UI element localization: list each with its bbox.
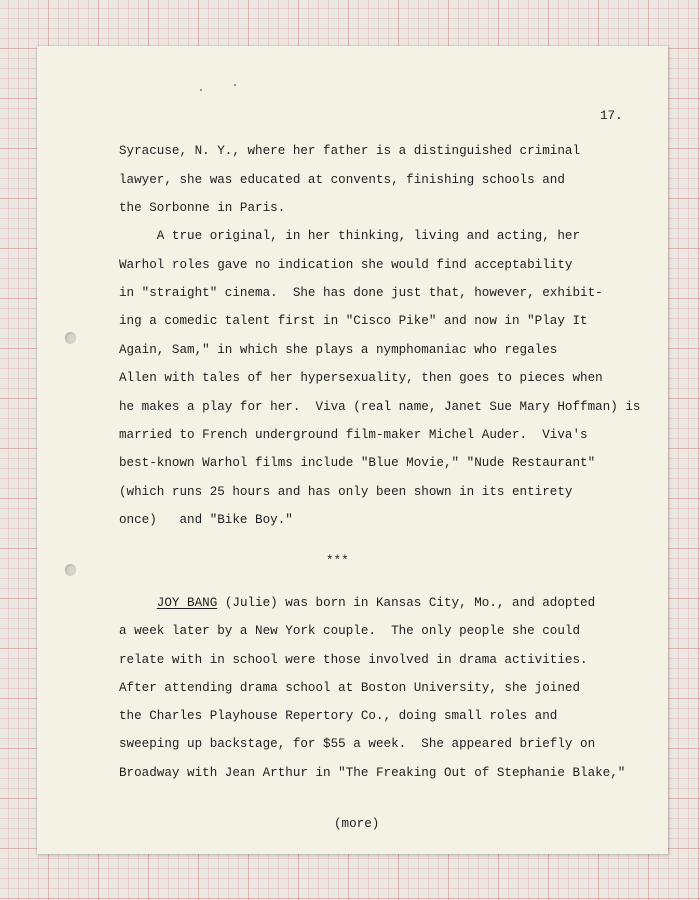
- text-line: Warhol roles gave no indication she would find acceptability: [119, 258, 573, 272]
- punch-hole: [65, 332, 76, 344]
- text-line: a week later by a New York couple. The only people she could: [119, 624, 581, 638]
- indent: [119, 596, 157, 610]
- text-line: Again, Sam," in which she plays a nymphomaniac who regales: [119, 343, 558, 357]
- name-underlined: JOY BANG: [156, 596, 218, 610]
- text-line: the Charles Playhouse Repertory Co., doing small roles and: [119, 709, 558, 723]
- text-line: best-known Warhol films include "Blue Movie," "Nude Restaurant": [119, 456, 596, 470]
- text-line: Syracuse, N. Y., where her father is a distinguished criminal: [119, 144, 581, 158]
- text-line: Allen with tales of her hypersexuality, then goes to pieces when: [119, 371, 603, 385]
- text-line: relate with in school were those involved in drama activities.: [119, 653, 588, 667]
- text-line: After attending drama school at Boston University, she joined: [119, 681, 581, 695]
- punch-hole: [65, 564, 76, 576]
- line-rest: (Julie) was born in Kansas City, Mo., and adopted: [217, 596, 596, 610]
- text-line: lawyer, she was educated at convents, finishing schools and: [119, 173, 565, 187]
- text-line: sweeping up backstage, for $55 a week. She appeared briefly on: [119, 737, 596, 751]
- text-line: [119, 595, 595, 611]
- text-line: the Sorbonne in Paris.: [119, 201, 286, 215]
- text-line: Broadway with Jean Arthur in "The Freaking Out of Stephanie Blake,": [119, 766, 626, 780]
- section-separator: ***: [326, 554, 349, 568]
- text-line: he makes a play for her. Viva (real name, Janet Sue Mary Hoffman) is: [119, 400, 641, 414]
- text-line: ing a comedic talent first in "Cisco Pike" and now in "Play It: [119, 314, 588, 328]
- page-number: 17.: [600, 109, 623, 123]
- paper-speck: [234, 84, 236, 86]
- text-line: in "straight" cinema. She has done just that, however, exhibit-: [119, 286, 603, 300]
- more-marker: (more): [334, 817, 380, 831]
- text-line: A true original, in her thinking, living and acting, her: [119, 229, 581, 243]
- typed-page: [37, 46, 668, 854]
- text-line: married to French underground film-maker Michel Auder. Viva's: [119, 428, 588, 442]
- paper-speck: [200, 89, 202, 91]
- text-line: once) and "Bike Boy.": [119, 513, 293, 527]
- text-line: (which runs 25 hours and has only been shown in its entirety: [119, 485, 573, 499]
